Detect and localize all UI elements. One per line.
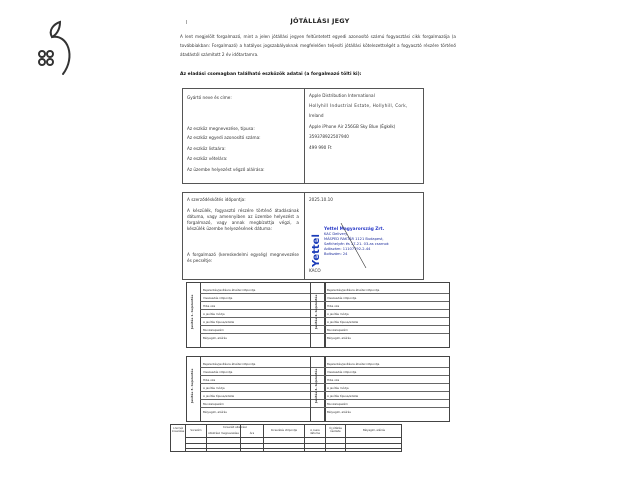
list-price-label: Az eszköz listaára:: [187, 146, 226, 151]
table-header: Új jótállás kezdete: [329, 427, 342, 433]
signature-mark: [311, 223, 401, 268]
service-box-4: [310, 356, 450, 422]
service-box-side-label: Javítás 4. bejelentés: [314, 368, 318, 403]
sale-price-label: Az eszköz vételára:: [187, 156, 228, 161]
contract-date-value: 2025.10.10: [309, 197, 333, 202]
service-row: Bejelentés/javításra átvétel időpontja: [200, 360, 325, 368]
stamp-line: MÁSPED RAKTÁR 1121 Budapest,: [324, 237, 384, 241]
document-title: JÓTÁLLÁSI JEGY: [290, 17, 350, 25]
service-row: A javítás típusa/adatai: [200, 392, 325, 400]
service-box-2: [310, 282, 450, 348]
seller-stamp: [311, 223, 401, 268]
manufacturer-value-2: Hollyhill Industrial Estate, Hollyhill, Cork,: [309, 103, 408, 108]
service-row: A javítás módja: [324, 384, 449, 392]
exchange-table: [170, 424, 402, 452]
service-row: Visszaadás időpontja: [200, 294, 325, 302]
manufacturer-label: Gyártó neve és címe:: [187, 95, 232, 100]
table-header: Kicserélés időpontja: [270, 429, 298, 432]
service-row: Munkalapszám: [324, 326, 449, 334]
stamp-line: Adószám: 11107792-2-44: [324, 247, 371, 251]
service-row: Bélyegző, aláírás: [327, 410, 351, 414]
service-row: Bélyegző, aláírás: [327, 336, 351, 340]
service-row: A javítás típusa/adatai: [324, 392, 449, 400]
service-box-side-label: Javítás 3. bejelentés: [190, 368, 194, 403]
stamp-brand: Yettel: [311, 234, 322, 267]
service-row: Visszaadás időpontja: [200, 368, 325, 376]
service-row: Bélyegző, aláírás: [203, 410, 227, 414]
table-header: Alkatrész megnevezése: [208, 432, 239, 435]
stamp-line: Székhelyén és 17-21. 03-as csarnok: [324, 242, 389, 246]
service-box-1: [186, 282, 326, 348]
service-row: Visszaadás időpontja: [324, 294, 449, 302]
service-row: Munkalapszám: [200, 326, 325, 334]
exchange-table-side-label: A termék kicserélése: [172, 427, 185, 433]
service-row: Hiba oka: [200, 302, 325, 310]
device-id-value: 359378922507940: [309, 134, 349, 139]
service-row: A javítás módja: [324, 310, 449, 318]
service-row: A javítás típusa/adatai: [200, 318, 325, 326]
table-header: Ára: [249, 432, 255, 435]
table-header: A csere dátuma: [309, 429, 320, 435]
stamp-line: Yettel Magyarország Zrt.: [324, 227, 385, 232]
service-row: Bejelentés/javításra átvétel időpontja: [324, 286, 449, 294]
service-box-3: [186, 356, 326, 422]
service-box-side-label: Javítás 2. bejelentés: [314, 294, 318, 329]
section-subheading: Az eladási csomagban található eszközök adatai (a forgalmazó tölti ki):: [180, 72, 362, 77]
service-row: Munkalapszám: [324, 400, 449, 408]
apple-clover-logo-icon: [28, 12, 78, 80]
device-name-label: Az eszköz megnevezése, típusa:: [187, 126, 255, 131]
intro-paragraph: A lent megjelölt forgalmazó, mint a jelen jótállási jegyen feltüntetett egyedi azonosító számú fogyasztási cikk forgalmazója (a továbbiakban: Forgalmazó) a hatályos jogszabályoknak megfelelően teljesíti jótállási kötelezettségét a fogyasztó részére történő átadástól számított 2 év időtartamra.: [180, 34, 456, 57]
service-row: Bejelentés/javításra átvétel időpontja: [200, 286, 325, 294]
device-id-label: Az eszköz egyedi azonosító száma:: [187, 135, 261, 140]
list-price-value: 499 990 Ft: [309, 145, 332, 150]
service-row: A javítás módja: [200, 384, 325, 392]
handover-date-label: A készülék, fogyasztó részére történő átadásának dátuma, vagy amennyiben az üzembe helyezést a forgalmazó, vagy annak megbízottja végzi, a készülék üzembe helyezésének dátuma:: [187, 208, 299, 231]
contract-date-label: A szerződéskötés időpontja:: [187, 197, 246, 202]
stamp-line: Boltszám: 24: [324, 252, 348, 256]
service-row: Hiba oka: [324, 302, 449, 310]
device-info-box: [182, 88, 424, 184]
service-row: A javítás módja: [200, 310, 325, 318]
service-row: Bélyegző, aláírás: [203, 336, 227, 340]
stamp-line: KAC Delivery: [324, 232, 348, 236]
manufacturer-value-3: Ireland: [309, 113, 324, 118]
table-header: Sorszám: [190, 429, 202, 432]
service-row: Hiba oka: [200, 376, 325, 384]
service-box-side-label: Javítás 1. bejelentés: [190, 294, 194, 329]
service-row: Hiba oka: [324, 376, 449, 384]
contract-box: [182, 192, 424, 280]
service-row: Bejelentés/javításra átvétel időpontja: [324, 360, 449, 368]
service-row: A javítás típusa/adatai: [324, 318, 449, 326]
table-header: Bélyegző, aláírás: [362, 429, 386, 432]
service-row: Visszaadás időpontja: [324, 368, 449, 376]
warranty-document: [172, 10, 460, 480]
seller-value: KACO: [309, 268, 321, 273]
seller-label: A forgalmazó (kereskedelmi egység) megnevezése és pecsétje:: [187, 252, 299, 263]
manufacturer-value-1: Apple Distribution International: [309, 93, 375, 98]
install-signature-label: Az üzembe helyezést végző aláírása:: [187, 167, 265, 172]
device-name-value: Apple iPhone Air 256GB Sky Blue (Égkék): [309, 124, 396, 129]
table-header: Kicserélt alkatrész: [223, 426, 247, 429]
service-row: Munkalapszám: [200, 400, 325, 408]
